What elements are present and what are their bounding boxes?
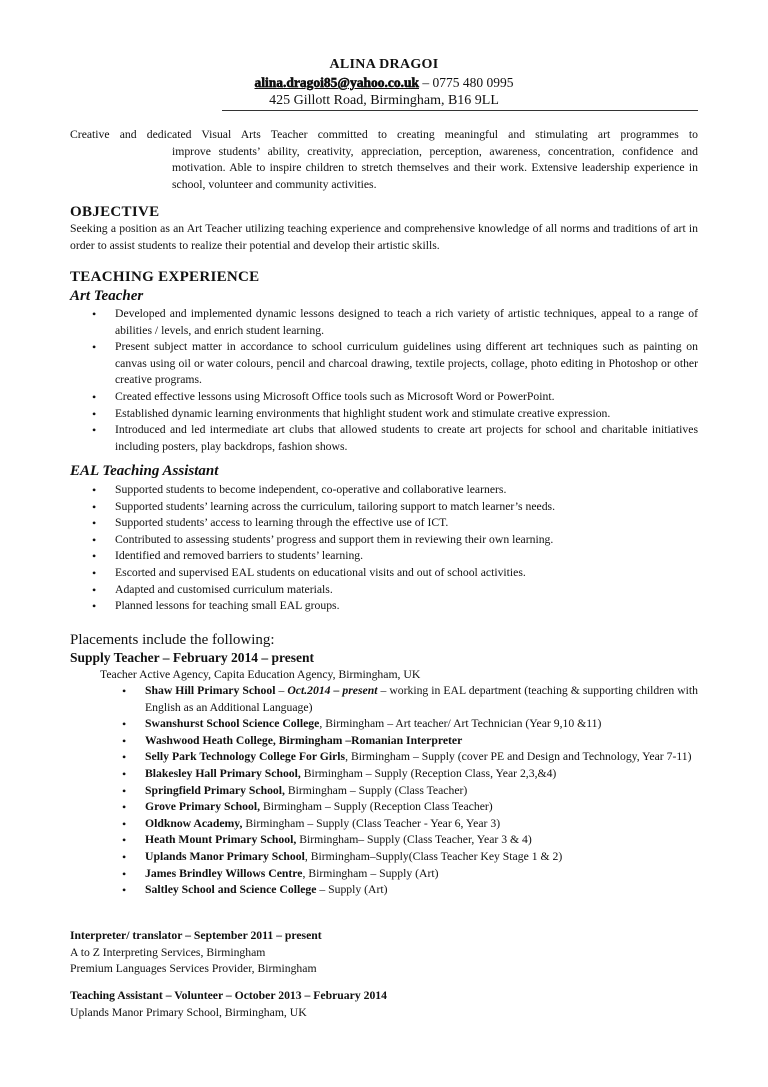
bullet-icon: • — [122, 733, 127, 748]
list-item: • Supported students’ access to learning through the effective use of ICT. — [92, 516, 449, 531]
list-item: • Escorted and supervised EAL students on educational visits and out of school activities. — [92, 565, 526, 580]
bullet-icon: • — [92, 499, 97, 514]
bullet-icon: • — [92, 389, 97, 404]
bullet-icon: • — [92, 483, 97, 497]
list-item: • Developed and implemented dynamic lessons designed to teach a rich variety of artistic techniques, appeal to a range of abilities / levels, and enrich student learning. — [92, 307, 698, 337]
list-item: • Supported students to become independent, co-operative and collaborative learners. — [92, 483, 507, 497]
list-item: • Established dynamic learning environments that highlight student work and stimulate creative expression. — [92, 406, 611, 421]
bullet-icon: • — [92, 423, 97, 438]
list-item: • Planned lessons for teaching small EAL groups. — [92, 599, 340, 614]
list-item: • Heath Mount Primary School, Birmingham– Supply (Class Teacher, Year 3 & 4) — [122, 833, 532, 848]
bullet-icon: • — [92, 599, 97, 614]
contact-line — [0, 75, 768, 91]
bullet-icon: • — [122, 800, 127, 815]
bullet-icon: • — [122, 750, 127, 765]
header-divider — [222, 110, 698, 111]
bullet-icon: • — [122, 849, 127, 864]
list-item: • Adapted and customised curriculum materials. — [92, 582, 333, 597]
bullet-icon: • — [92, 582, 97, 597]
bullet-icon: • — [122, 717, 127, 732]
bullet-icon: • — [92, 516, 97, 531]
list-item: • James Brindley Willows Centre, Birmingham – Supply (Art) — [122, 866, 439, 881]
teaching-assistant-job — [70, 988, 387, 1021]
list-item: • Uplands Manor Primary School, Birmingham–Supply(Class Teacher Key Stage 1 & 2) — [122, 849, 563, 864]
list-item: • Introduced and led intermediate art clubs that allowed students to create art projects for school and charitable initiatives including posters, play backdrops, fashion shows. — [92, 423, 698, 453]
placement-list — [70, 683, 698, 899]
bullet-icon: • — [92, 565, 97, 580]
interpreter-job — [70, 928, 322, 978]
list-item: • Shaw Hill Primary School – Oct.2014 – present – working in EAL department (teaching & supporting children with English as an Additional Language) — [122, 684, 698, 714]
bullet-icon: • — [122, 833, 127, 848]
candidate-name: ALINA DRAGOI — [329, 57, 439, 72]
objective-heading: OBJECTIVE — [70, 204, 160, 220]
interpreter-title: Interpreter/ translator – September 2011 – present — [70, 929, 322, 942]
objective-text: Seeking a position as an Art Teacher utilizing teaching experience and comprehensive knowledge of all norms and traditions of art in order to assist students to realize their potential and develop their artistic skills. — [70, 222, 698, 252]
address: 425 Gillott Road, Birmingham, B16 9LL — [269, 93, 499, 108]
bullet-icon: • — [92, 340, 97, 355]
list-item: • Selly Park Technology College For Girls, Birmingham – Supply (cover PE and Design and Technology, Year 7-11) — [122, 750, 692, 765]
email-link[interactable]: alina.dragoi85@yahoo.co.uk — [254, 75, 419, 90]
art-teacher-title: Art Teacher — [70, 288, 144, 304]
list-item: • Created effective lessons using Microsoft Office tools such as Microsoft Word or PowerPoint. — [92, 389, 555, 404]
bullet-icon: • — [92, 532, 97, 547]
list-item: • Springfield Primary School, Birmingham – Supply (Class Teacher) — [122, 783, 468, 798]
list-item: • Blakesley Hall Primary School, Birmingham – Supply (Reception Class, Year 2,3,&4) — [122, 766, 557, 781]
teaching-assistant-employer: Uplands Manor Primary School, Birmingham, UK — [70, 1005, 307, 1019]
bullet-icon: • — [122, 866, 127, 881]
list-item: • Swanshurst School Science College, Birmingham – Art teacher/ Art Technician (Year 9,10 &11) — [122, 717, 602, 732]
summary-first-line: Creative and dedicated Visual Arts Teacher committed to creating meaningful and stimulating art programmes to — [70, 128, 698, 141]
phone-number: – 0775 480 0995 — [418, 75, 514, 90]
agency-line: Teacher Active Agency, Capita Education Agency, Birmingham, UK — [100, 668, 421, 681]
eal-assistant-title: EAL Teaching Assistant — [70, 463, 219, 479]
list-item: • Contributed to assessing students’ progress and support them in reviewing their own learning. — [92, 532, 554, 547]
list-item: • Oldknow Academy, Birmingham – Supply (Class Teacher - Year 6, Year 3) — [122, 816, 501, 831]
bullet-icon: • — [122, 684, 127, 698]
list-item: • Grove Primary School, Birmingham – Supply (Reception Class Teacher) — [122, 800, 493, 815]
placements-title: Placements include the following: — [70, 632, 275, 648]
list-item: • Identified and removed barriers to students’ learning. — [92, 549, 364, 564]
interpreter-employer-1: A to Z Interpreting Services, Birmingham — [70, 945, 266, 959]
bullet-icon: • — [92, 307, 97, 321]
teaching-assistant-title: Teaching Assistant – Volunteer – October 2013 – February 2014 — [70, 989, 387, 1002]
bullet-icon: • — [122, 816, 127, 831]
summary-rest: improve students’ ability, creativity, appreciation, perception, awareness, concentration, confidence and motivation. Able to inspire children to stretch themselves and their work. Extensive leadership experience in school, volunteer and community activities. — [172, 144, 698, 191]
teaching-experience-heading: TEACHING EXPERIENCE — [70, 269, 260, 285]
supply-teacher-title: Supply Teacher – February 2014 – present — [70, 650, 315, 665]
list-item: • Washwood Heath College, Birmingham –Romanian Interpreter — [122, 733, 463, 748]
list-item: • Supported students’ learning across the curriculum, tailoring support to match learner’s needs. — [92, 499, 556, 514]
bullet-icon: • — [122, 766, 127, 781]
bullet-icon: • — [92, 406, 97, 421]
interpreter-employer-2: Premium Languages Services Provider, Birmingham — [70, 962, 317, 976]
profile-summary — [70, 127, 698, 193]
art-teacher-duties — [70, 306, 698, 455]
bullet-icon: • — [122, 883, 127, 898]
bullet-icon: • — [122, 783, 127, 798]
eal-duties — [70, 482, 698, 615]
list-item: • Present subject matter in accordance to school curriculum guidelines using different art techniques such as painting on canvas using oil or water colours, pencil and charcoal drawing, textile projects, collage, photo editing in Photoshop or other creative programs. — [92, 340, 698, 387]
bullet-icon: • — [92, 549, 97, 564]
list-item: • Saltley School and Science College – Supply (Art) — [122, 883, 388, 898]
